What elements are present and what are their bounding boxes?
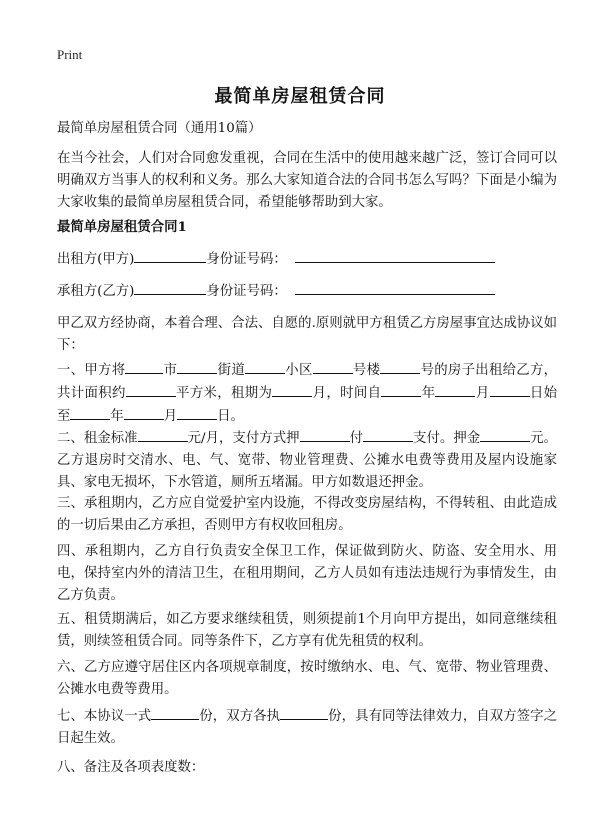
clause-8: 八、备注及各项表度数： [57, 760, 205, 775]
lessee-row [57, 280, 495, 303]
print-link[interactable]: Print [57, 47, 83, 62]
document-subtitle: 最简单房屋租赁合同（通用10篇） [57, 121, 262, 136]
lessor-id-label: 身份证号码： [206, 252, 287, 267]
clause-2: 二、租金标准 元/月，支付方式押 付 支付。押金 元。乙方退房时交清水、电、气、宽带、物业管理费、公摊水电费等费用及屋内设施家具、家电无损坏，下水管道，厕所五堵漏。甲方如数退还押金。 [57, 427, 557, 494]
lessee-label: 承租方(乙方) [57, 284, 135, 299]
clause-4: 四、承租期内，乙方自行负责安全保卫工作，保证做到防火、防盗、安全用水、用电，保持室内外的清洁卫生，在租用期间，乙方人员如有违法违规行为事情发生，由乙方负责。 [57, 544, 557, 603]
lessee-id-blank [295, 280, 495, 295]
clause-5: 五、租赁期满后，如乙方要求继续租赁，则须提前1个月向甲方提出，如同意继续租赁，则续签租赁合同。同等条件下，乙方享有优先租赁的权利。 [57, 612, 557, 649]
intro-paragraph: 在当今社会，人们对合同愈发重视，合同在生活中的使用越来越广泛，签订合同可以明确双方当事人的权利和义务。那么大家知道合法的合同书怎么写吗？下面是小编为大家收集的最简单房屋租赁合同，希望能够帮助到大家。 [57, 151, 557, 210]
lessor-name-blank [134, 248, 206, 263]
lessee-name-blank [134, 280, 206, 295]
clause-6: 六、乙方应遵守居住区内各项规章制度，按时缴纳水、电、气、宽带、物业管理费、公摊水电费等费用。 [57, 660, 557, 697]
clause-3: 三、承租期内，乙方应自觉爱护室内设施，不得改变房屋结构，不得转租、由此造成的一切后果由乙方承担，否则甲方有权收回租房。 [57, 496, 557, 533]
lessor-row [57, 248, 495, 271]
lessor-id-blank [295, 248, 495, 263]
section-heading: 最简单房屋租赁合同1 [57, 219, 187, 235]
agreement-paragraph: 甲乙双方经协商，本着合理、合法、自愿的.原则就甲方租赁乙方房屋事宜达成协议如下： [57, 316, 557, 353]
clause-7: 七、本协议一式 份，双方各执 份，具有同等法律效力，自双方签字之日起生效。 [57, 705, 557, 750]
lessor-label: 出租方(甲方) [57, 252, 135, 267]
document-title: 最简单房屋租赁合同 [214, 86, 386, 107]
lessee-id-label: 身份证号码： [206, 284, 287, 299]
clause-1: 一、甲方将 市 街道 小区 号楼 号的房子出租给乙方，共计面积约 平方米，租期为 月，时间自 年 月 日始至 年 月 日。 [57, 359, 557, 428]
